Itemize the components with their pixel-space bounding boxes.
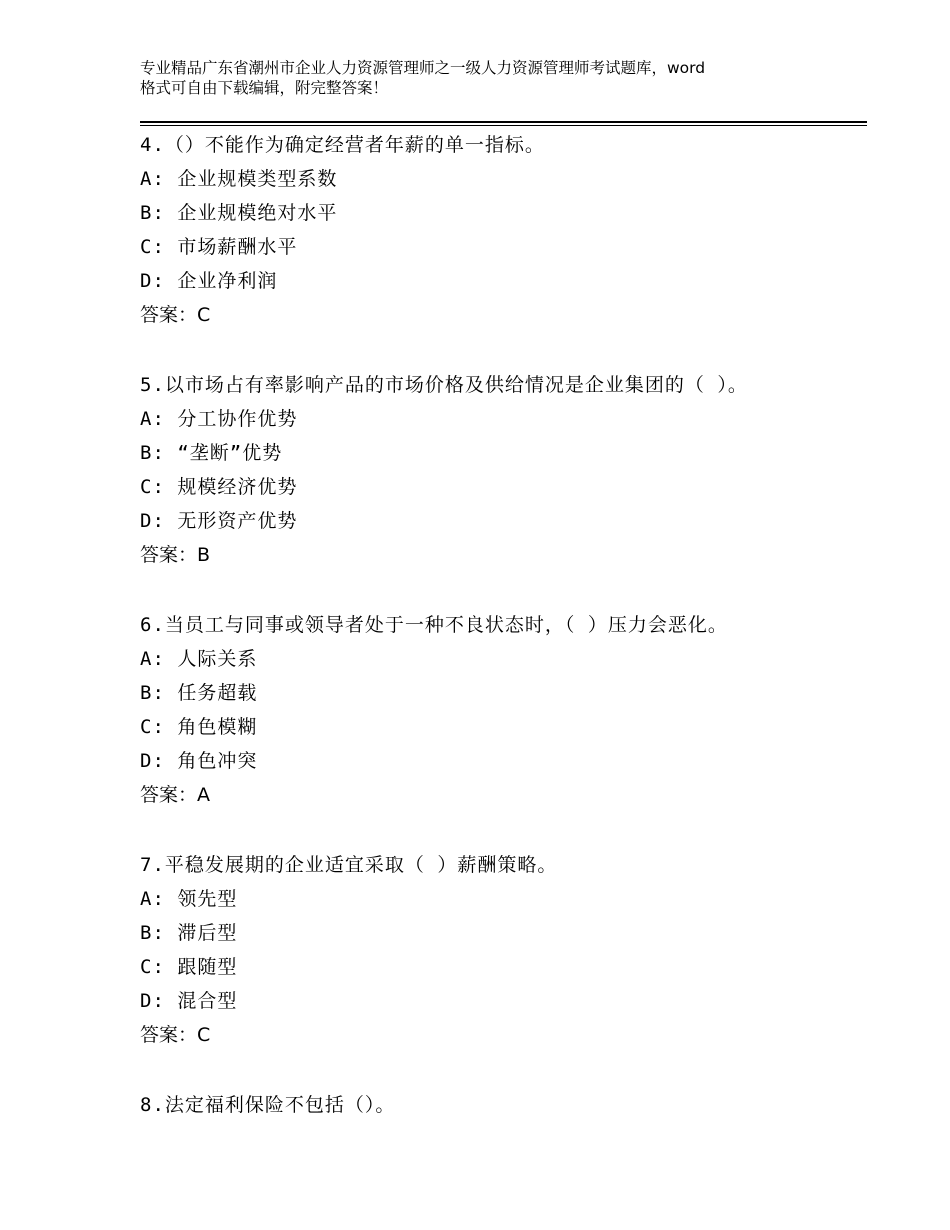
question-list bbox=[140, 128, 867, 1122]
option-b: B: 企业规模绝对水平 bbox=[140, 202, 338, 224]
question-6 bbox=[140, 608, 867, 812]
question-stem: 6.当员工与同事或领导者处于一种不良状态时，（ ）压力会恶化。 bbox=[140, 614, 728, 636]
answer: 答案：C bbox=[140, 304, 211, 326]
option-a: A: 人际关系 bbox=[140, 648, 258, 670]
option-d: D: 无形资产优势 bbox=[140, 510, 298, 532]
question-stem: 8.法定福利保险不包括（）。 bbox=[140, 1094, 396, 1116]
question-7 bbox=[140, 848, 867, 1052]
question-8 bbox=[140, 1088, 867, 1122]
answer: 答案：C bbox=[140, 1024, 211, 1046]
answer: 答案：A bbox=[140, 784, 210, 806]
question-stem: 4.（）不能作为确定经营者年薪的单一指标。 bbox=[140, 134, 545, 156]
header-line-2: 格式可自由下载编辑，附完整答案！ bbox=[140, 79, 389, 97]
option-b: B: 任务超载 bbox=[140, 682, 258, 704]
question-stem: 5.以市场占有率影响产品的市场价格及供给情况是企业集团的（ ）。 bbox=[140, 374, 748, 396]
option-c: C: 市场薪酬水平 bbox=[140, 236, 298, 258]
option-d: D: 角色冲突 bbox=[140, 750, 258, 772]
option-d: D: 企业净利润 bbox=[140, 270, 278, 292]
option-b: B: “垄断”优势 bbox=[140, 442, 283, 464]
option-a: A: 企业规模类型系数 bbox=[140, 168, 338, 190]
question-4 bbox=[140, 128, 867, 332]
question-stem: 7.平稳发展期的企业适宜采取（ ）薪酬策略。 bbox=[140, 854, 558, 876]
answer: 答案：B bbox=[140, 544, 211, 566]
header-rule-thick bbox=[140, 121, 867, 123]
header-rule-thin bbox=[140, 125, 867, 126]
option-c: C: 跟随型 bbox=[140, 956, 238, 978]
option-d: D: 混合型 bbox=[140, 990, 238, 1012]
header-line-1: 专业精品广东省潮州市企业人力资源管理师之一级人力资源管理师考试题库，word bbox=[140, 59, 706, 77]
option-b: B: 滞后型 bbox=[140, 922, 238, 944]
option-c: C: 规模经济优势 bbox=[140, 476, 298, 498]
question-5 bbox=[140, 368, 867, 572]
option-c: C: 角色模糊 bbox=[140, 716, 258, 738]
document-header bbox=[140, 58, 840, 98]
option-a: A: 分工协作优势 bbox=[140, 408, 298, 430]
option-a: A: 领先型 bbox=[140, 888, 238, 910]
